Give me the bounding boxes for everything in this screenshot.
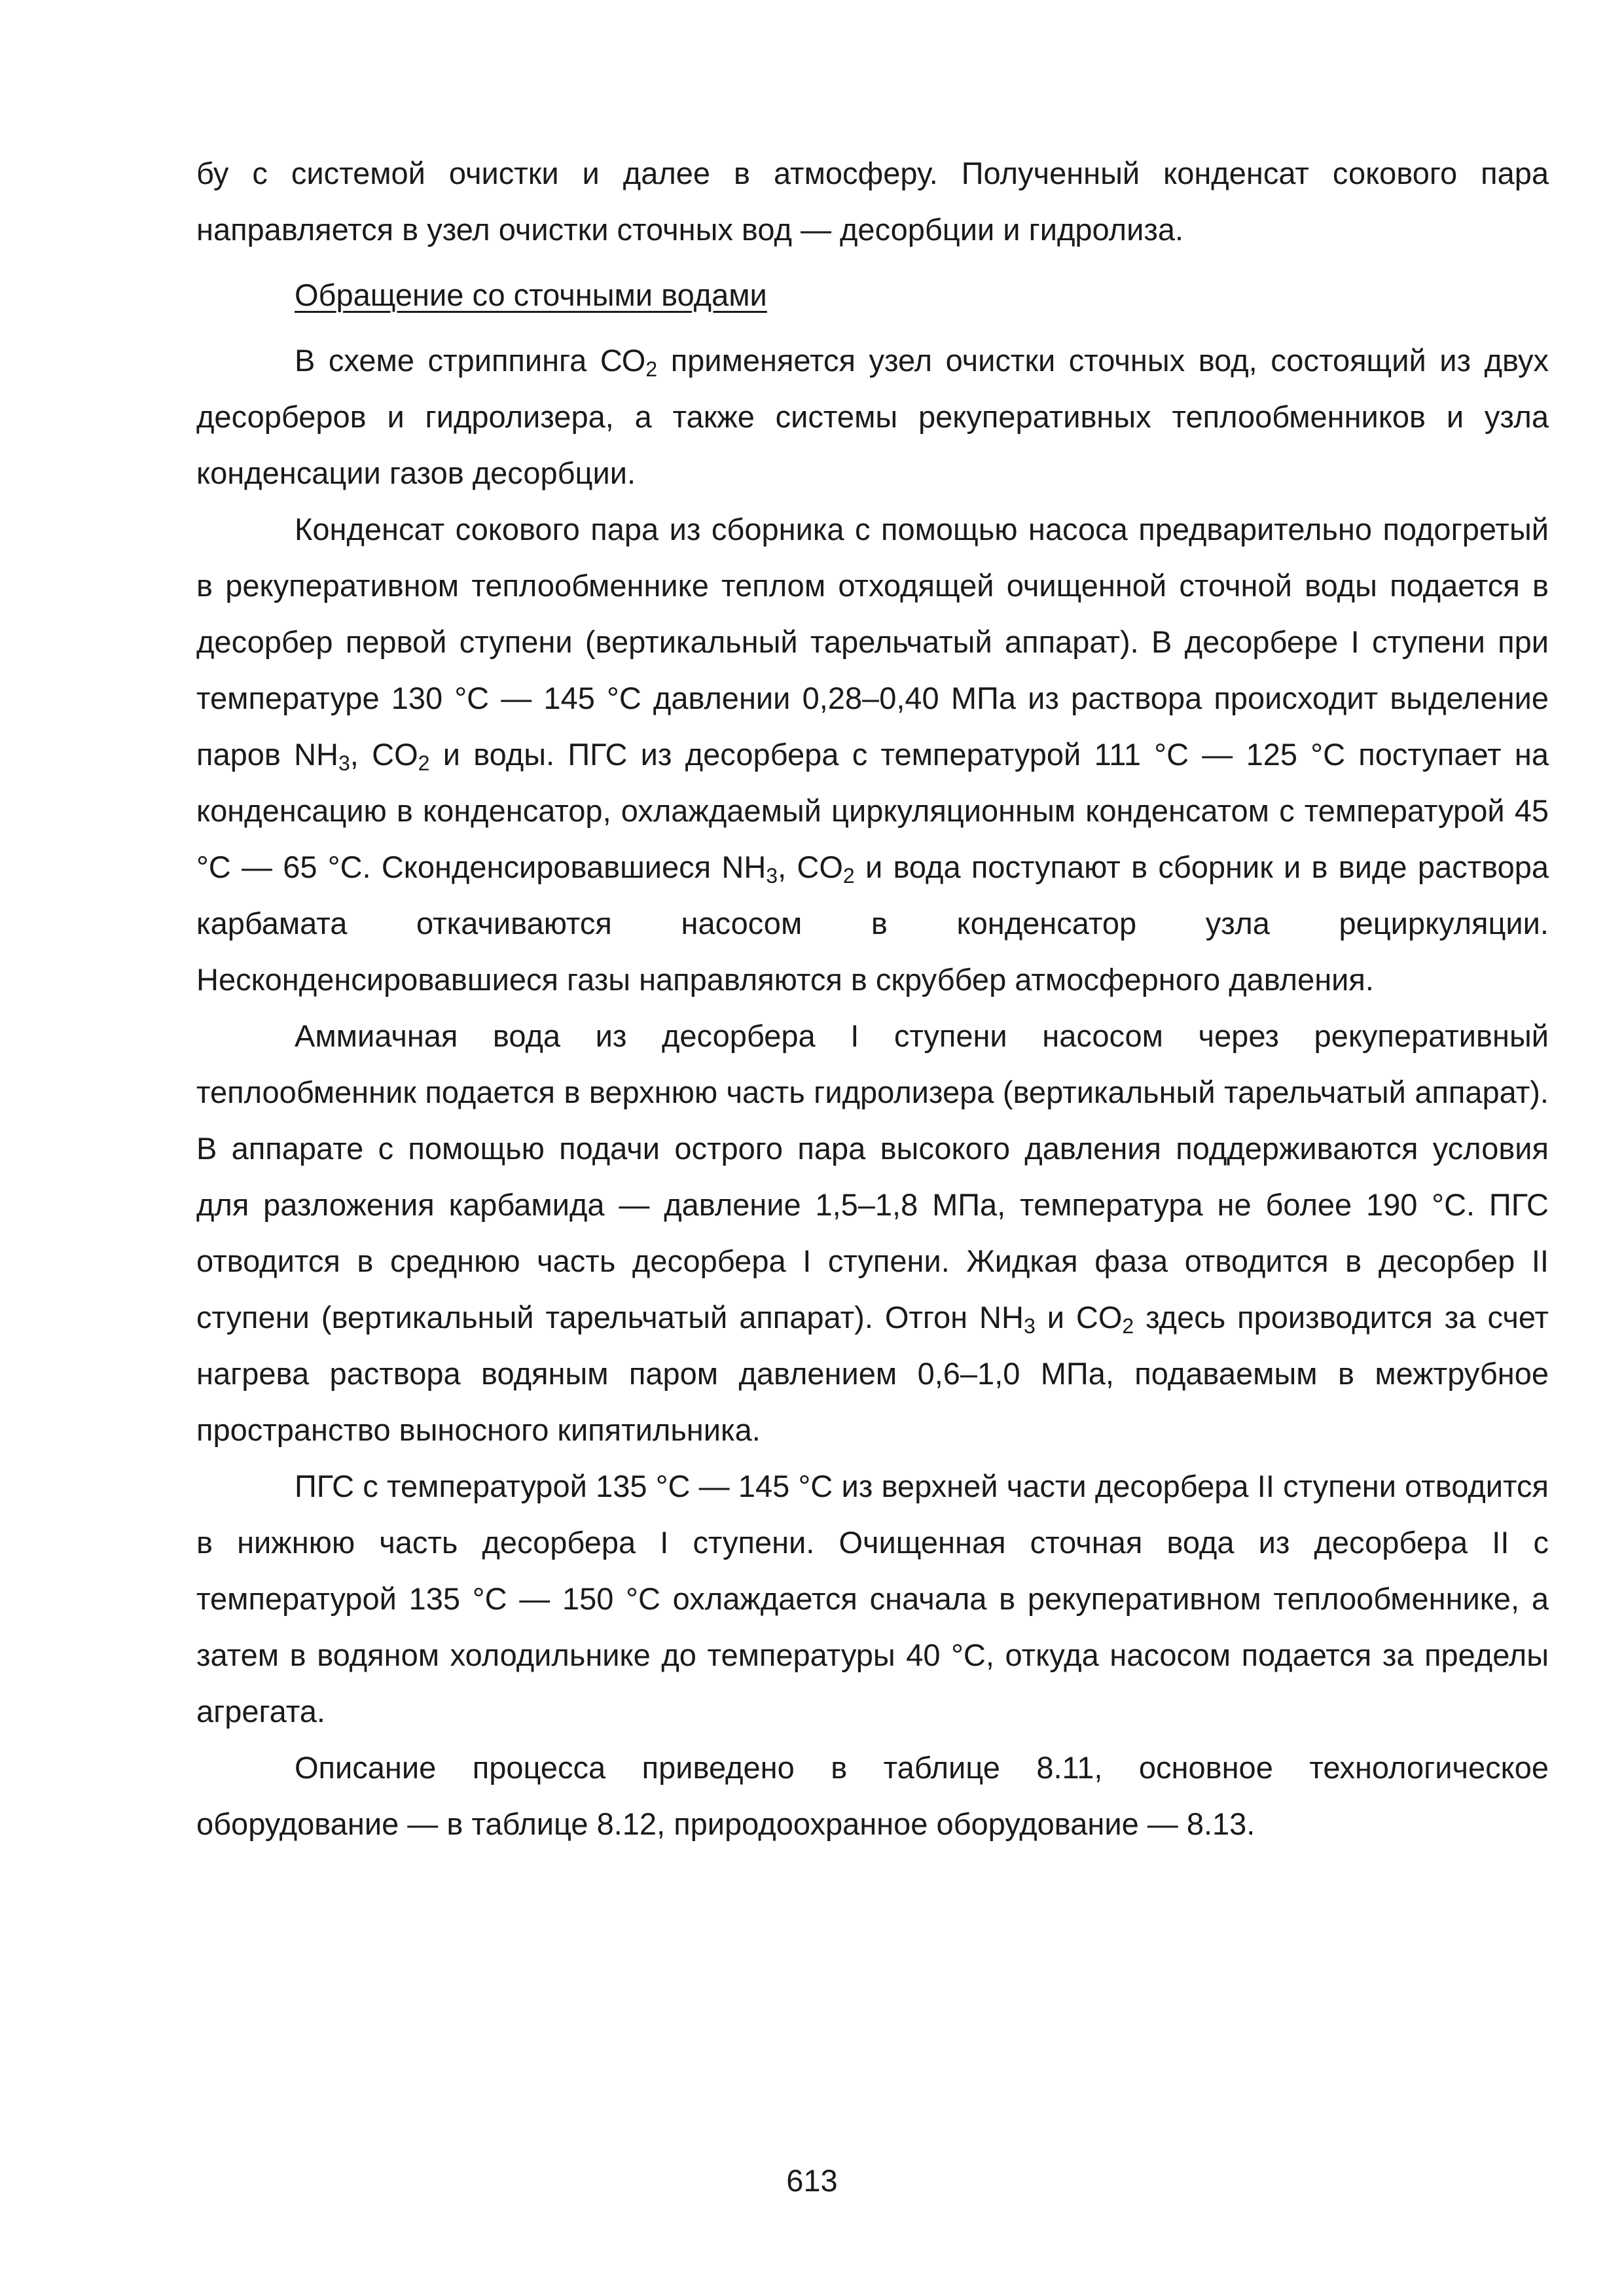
- subscript: 3: [338, 751, 350, 775]
- paragraph: [196, 332, 1549, 501]
- subscript: 3: [1023, 1314, 1036, 1338]
- paragraph: [196, 145, 1549, 258]
- text-run: применяется узел очистки сточных вод, состоящий из двух десорберов и гидролизера, а также системы рекуперативных теплообменников и узла конденсации газов десорбции.: [196, 343, 1549, 490]
- text-run: Конденсат сокового пара из сборника с помощью насоса предварительно подогретый в рекуперативном теплообменнике теплом отходящей очищенной сточной воды подается в десорбер первой ступени (вертикальный тарельчатый аппарат). В десорбере I ступени при температуре 130 °С — 145 °С давлении 0,28–0,40 МПа из раствора происходит выделение паров NH: [196, 512, 1549, 772]
- text-run: , CO: [778, 850, 843, 884]
- page-number: 613: [786, 2163, 838, 2198]
- document-body: [196, 145, 1549, 1852]
- subscript: 2: [418, 751, 430, 775]
- text-run: здесь производится за счет нагрева раствора водяным паром давлением 0,6–1,0 МПа, подаваемым в межтрубное пространство выносного кипятильника.: [196, 1300, 1549, 1447]
- text-run: и вода поступают в сборник и в виде раствора карбамата откачиваются насосом в конденсатор узла рециркуляции. Несконденсировавшиеся газы направляются в скруббер атмосферного давления.: [196, 850, 1549, 997]
- text-run: , CO: [350, 737, 418, 772]
- text-run: ПГС с температурой 135 °С — 145 °С из верхней части десорбера II ступени отводится в нижнюю часть десорбера I ступени. Очищенная сточная вода из десорбера II с температурой 135 °С — 150 °С охлаждается сначала в рекуперативном теплообменнике, а затем в водяном холодильнике до температуры 40 °С, откуда насосом подается за пределы агрегата.: [196, 1469, 1549, 1729]
- subscript: 2: [842, 864, 855, 888]
- subscript: 2: [645, 357, 658, 381]
- paragraph: [196, 1008, 1549, 1458]
- paragraph: [196, 1458, 1549, 1740]
- paragraph: [196, 1740, 1549, 1852]
- subscript: 3: [766, 864, 778, 888]
- text-run: бу с системой очистки и далее в атмосферу. Полученный конденсат сокового пара направляется в узел очистки сточных вод — десорбции и гидролиза.: [196, 156, 1549, 247]
- subscript: 2: [1122, 1314, 1134, 1338]
- text-run: Обращение со сточными водами: [295, 278, 767, 312]
- text-run: Описание процесса приведено в таблице 8.11, основное технологическое оборудование — в таблице 8.12, природоохранное оборудование — 8.13.: [196, 1750, 1549, 1841]
- text-run: и CO: [1035, 1300, 1123, 1335]
- text-run: Аммиачная вода из десорбера I ступени насосом через рекуперативный теплообменник подается в верхнюю часть гидролизера (вертикальный тарельчатый аппарат). В аппарате с помощью подачи острого пара высокого давления поддерживаются условия для разложения карбамида — давление 1,5–1,8 МПа, температура не более 190 °С. ПГС отводится в среднюю часть десорбера I ступени. Жидкая фаза отводится в десорбер II ступени (вертикальный тарельчатый аппарат). Отгон NH: [196, 1018, 1549, 1335]
- text-run: и воды. ПГС из десорбера с температурой 111 °С — 125 °С поступает на конденсацию в конденсатор, охлаждаемый циркуляционным конденсатом с температурой 45 °С — 65 °С. Сконденсировавшиеся NH: [196, 737, 1549, 884]
- paragraph: [196, 501, 1549, 1008]
- section-heading: [295, 267, 1549, 323]
- text-run: В схеме стриппинга СО: [295, 343, 646, 378]
